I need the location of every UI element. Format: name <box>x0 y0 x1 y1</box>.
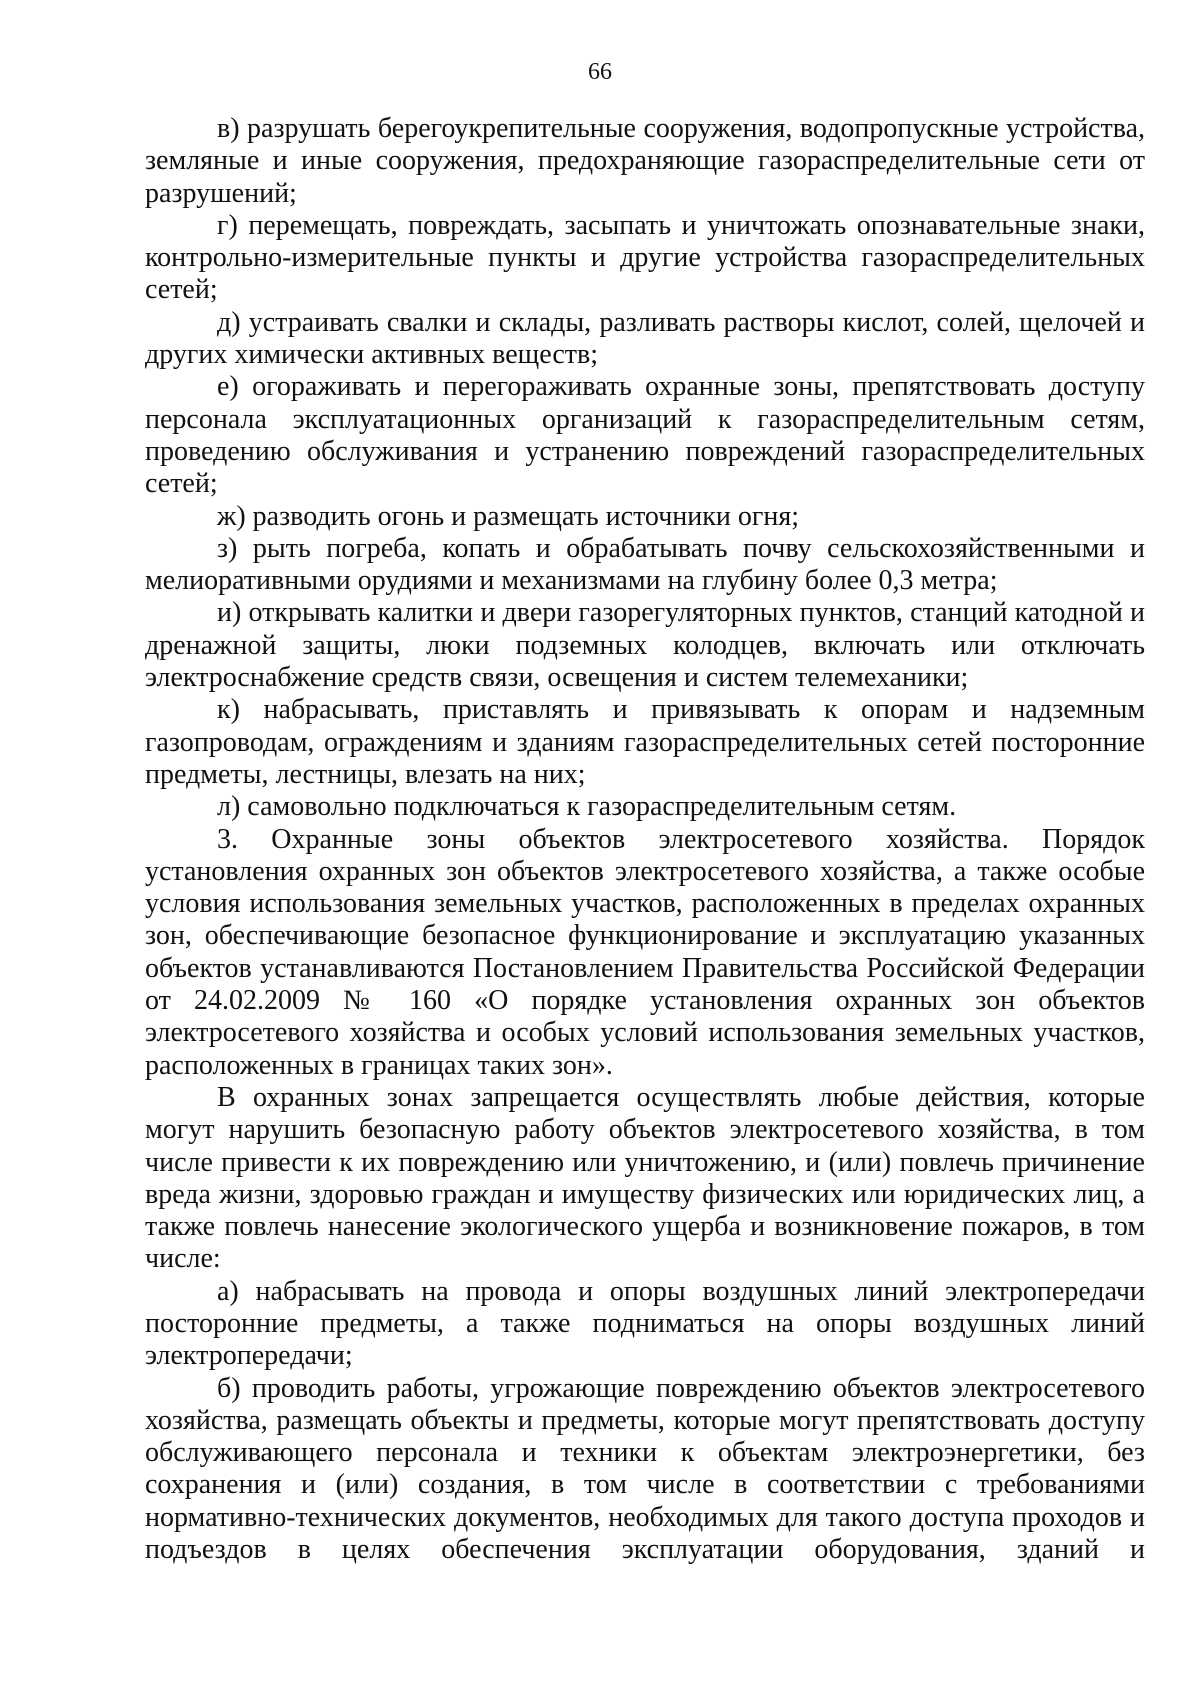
paragraph-b-hazardous-works: б) проводить работы, угрожающие повреждению объектов электросетевого хозяйства, размещать объекты и предметы, которые могут препятствовать доступу обслуживающего персонала и техники к объектам электроэнергетики, без сохранения и (или) создания, в том числе в соответствии с требованиями нормативно-технических документов, необходимых для такого доступа проходов и подъездов в целях обеспечения эксплуатации оборудования, зданий и <box>145 1372 1145 1566</box>
paragraph-k-attach-objects: к) набрасывать, приставлять и привязывать к опорам и надземным газопроводам, ограждениям и зданиям газораспределительных сетей посторонние предметы, лестницы, влезать на них; <box>145 694 1145 790</box>
document-body <box>145 113 1145 1566</box>
paragraph-d-dumps-warehouses: д) устраивать свалки и склады, разливать растворы кислот, солей, щелочей и других химически активных веществ; <box>145 306 1145 371</box>
section-3-power-grid-zones: 3. Охранные зоны объектов электросетевого хозяйства. Порядок установления охранных зон объектов электросетевого хозяйства, а также особые условия использования земельных участков, расположенных в пределах охранных зон, обеспечивающие безопасное функционирование и эксплуатацию указанных объектов устанавливаются Постановлением Правительства Российской Федерации от 24.02.2009 № 160 «О порядке установления охранных зон объектов электросетевого хозяйства и особых условий использования земельных участков, расположенных в границах таких зон». <box>145 823 1145 1081</box>
paragraph-l-unauthorized-connection: л) самовольно подключаться к газораспределительным сетям. <box>217 791 957 823</box>
paragraph-z-digging: з) рыть погреба, копать и обрабатывать почву сельскохозяйственными и мелиоративными орудиями и механизмами на глубину более 0,3 метра; <box>145 532 1145 597</box>
paragraph-e-fence-zones: е) огораживать и перегораживать охранные зоны, препятствовать доступу персонала эксплуатационных организаций к газораспределительным сетям, проведению обслуживания и устранению повреждений газораспределительных сетей; <box>145 371 1145 500</box>
paragraph-prohibited-actions: В охранных зонах запрещается осуществлять любые действия, которые могут нарушить безопасную работу объектов электросетевого хозяйства, в том числе привести к их повреждению или уничтожению, и (или) повлечь причинение вреда жизни, здоровью граждан и имуществу физических или юридических лиц, а также повлечь нанесение экологического ущерба и возникновение пожаров, в том числе: <box>145 1081 1145 1275</box>
page-number: 66 <box>588 59 612 85</box>
paragraph-zh-fire: ж) разводить огонь и размещать источники огня; <box>217 500 799 532</box>
paragraph-i-open-gates: и) открывать калитки и двери газорегуляторных пунктов, станций катодной и дренажной защиты, люки подземных колодцев, включать или отключать электроснабжение средств связи, освещения и систем телемеханики; <box>145 597 1145 694</box>
paragraph-a-throw-objects: а) набрасывать на провода и опоры воздушных линий электропередачи посторонние предметы, а также подниматься на опоры воздушных линий электропередачи; <box>145 1275 1145 1372</box>
paragraph-v-destroy-structures: в) разрушать берегоукрепительные сооружения, водопропускные устройства, земляные и иные сооружения, предохраняющие газораспределительные сети от разрушений; <box>145 113 1145 209</box>
paragraph-g-move-signs: г) перемещать, повреждать, засыпать и уничтожать опознавательные знаки, контрольно-измерительные пункты и другие устройства газораспределительных сетей; <box>145 209 1145 306</box>
